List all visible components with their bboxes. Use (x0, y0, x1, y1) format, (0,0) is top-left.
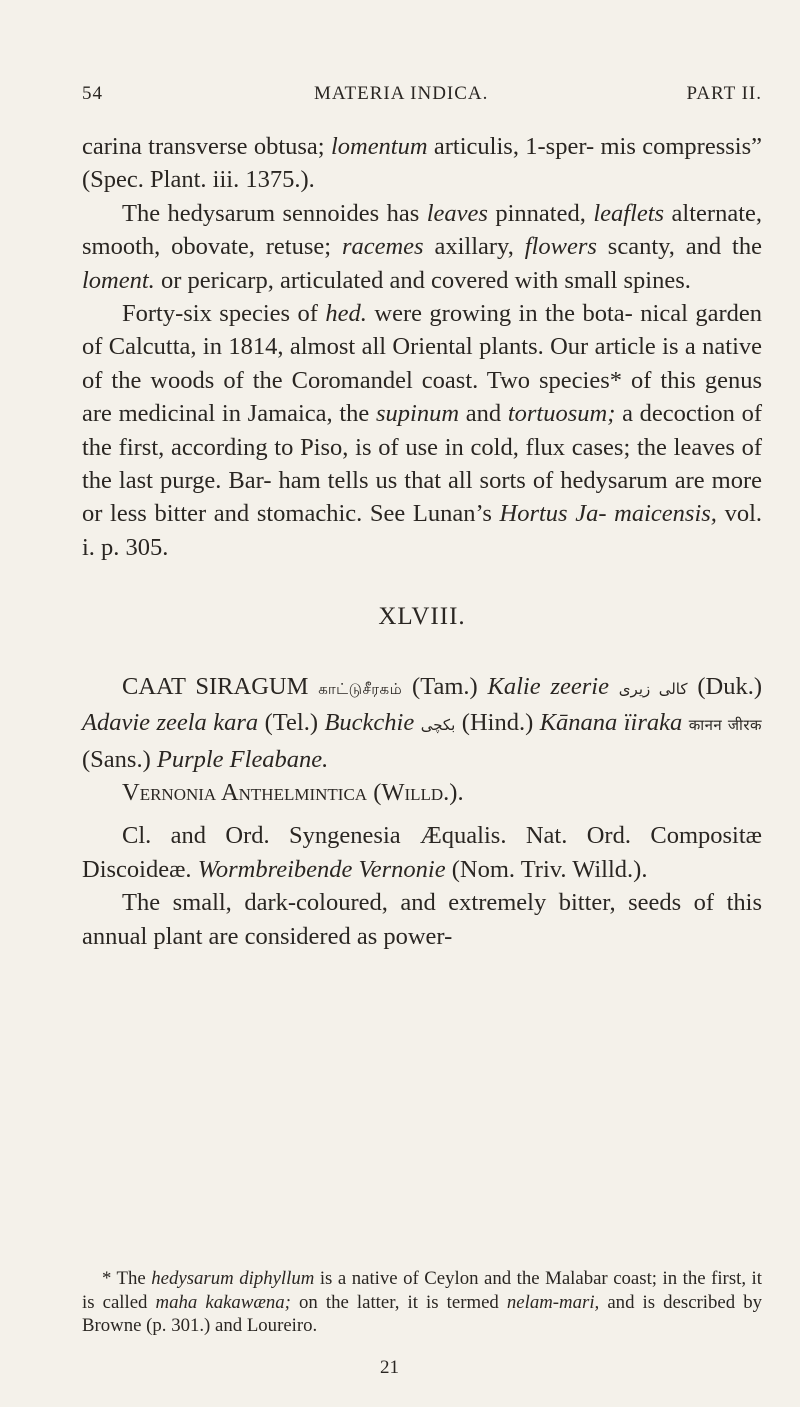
text-run: is a native of Ceylon and the Malabar coast; in the first, it is called (82, 1268, 762, 1313)
text-run: (Nom. Triv. Willd.). (445, 855, 648, 883)
text-run: or pericarp, articulated and covered with small spines. (154, 266, 691, 294)
book-title: MATERIA INDICA. (314, 83, 489, 104)
text-run: scanty, and the (596, 233, 762, 261)
tamil-script: காட்டுசீரகம் (318, 679, 403, 698)
term: tortuosum; (507, 400, 616, 428)
text-run (609, 673, 619, 700)
term: nelam-mari, (506, 1291, 600, 1313)
paragraph-classification (82, 819, 762, 886)
term: Adavie zeela kara (82, 709, 259, 737)
term: loment. (82, 266, 155, 294)
text-run: Forty-six species of (122, 300, 326, 328)
section-heading: XLVIII. (378, 603, 466, 631)
term: Buckchie (324, 709, 415, 737)
text-run: a decoction of the first, according to Piso, is of use in cold, flux cases; the leaves of the last purge. Bar- ham tells us that all sorts of hedysarum are more or less bitter and stomachic. See Lunan’s (82, 400, 763, 528)
term: Kānana ïiraka (539, 709, 683, 737)
text-run: (Hind.) (455, 709, 540, 737)
term: flowers (524, 233, 597, 261)
term: leaves (426, 199, 488, 227)
text-run: and is described by Browne (p. 301.) and Loureiro. (82, 1291, 762, 1336)
footnote (82, 1267, 762, 1338)
paragraph-seeds: The small, dark-coloured, and extremely bitter, seeds of this annual plant are considered as power- (82, 889, 762, 950)
text-run: carina transverse obtusa; (82, 133, 331, 160)
paragraph-names (82, 670, 762, 776)
hindi-script: بکچی (420, 716, 456, 735)
sanskrit-script: कानन जीरक (688, 716, 763, 735)
text-run: Cl. and Ord. Syngenesia Æqualis. Nat. Ord. Compositæ Discoideæ. (82, 822, 762, 883)
text-run: were growing in the bota- nical garden of Calcutta, in 1814, almost all Oriental plants. Our article is a native of the woods of the Coromandel coast. Two species* of this genus are medicinal in Jamaica, the (82, 300, 763, 428)
text-run: and (459, 400, 508, 428)
term: racemes (341, 233, 424, 261)
text-run: articulis, 1-sper- mis compressis” (Spec. Plant. iii. 1375.). (82, 133, 762, 194)
term: supinum (376, 400, 460, 428)
text-run: * The (102, 1268, 152, 1289)
spacer (82, 809, 762, 819)
paragraph-description (82, 197, 762, 297)
text-run: alternate, smooth, obovate, retuse; (82, 199, 763, 261)
signature-mark: 21 (380, 1357, 399, 1378)
running-head (82, 83, 762, 113)
page-number: 54 (82, 83, 103, 104)
term: maha kakawæna; (155, 1291, 291, 1313)
text-run: (Sans.) (82, 745, 157, 773)
term: hedysarum diphyllum (151, 1268, 315, 1289)
text-run: (Tel.) (258, 709, 325, 737)
text-run: (Tam.) (402, 672, 488, 700)
term: hed. (325, 300, 367, 328)
paragraph-species (82, 297, 762, 564)
term: Kalie zeerie (487, 672, 609, 700)
term: Wormbreibende Vernonie (197, 855, 446, 883)
term: Purple Fleabane. (156, 745, 329, 773)
footnote-text (82, 1267, 762, 1338)
body-text (82, 130, 762, 953)
part-label: PART II. (686, 83, 762, 104)
text-run: (Duk.) (687, 672, 762, 700)
persian-script: کالی زیری (618, 679, 688, 698)
paragraph-continuation (82, 130, 762, 197)
text-run: vol. i. p. 305. (82, 500, 762, 561)
text-run: on the latter, it is termed (290, 1291, 507, 1313)
text-run: The hedysarum sennoides has (122, 199, 427, 227)
text-run: axillary, (423, 233, 525, 261)
term: leaflets (593, 199, 665, 227)
book-reference: Hortus Ja- maicensis, (499, 500, 717, 528)
binomial-name: Vernonia Anthelmintica (Willd.). (122, 778, 464, 806)
text-run: CAAT SIRAGUM (122, 672, 319, 700)
latin-term: lomentum (330, 133, 428, 160)
text-run: pinnated, (487, 199, 594, 227)
